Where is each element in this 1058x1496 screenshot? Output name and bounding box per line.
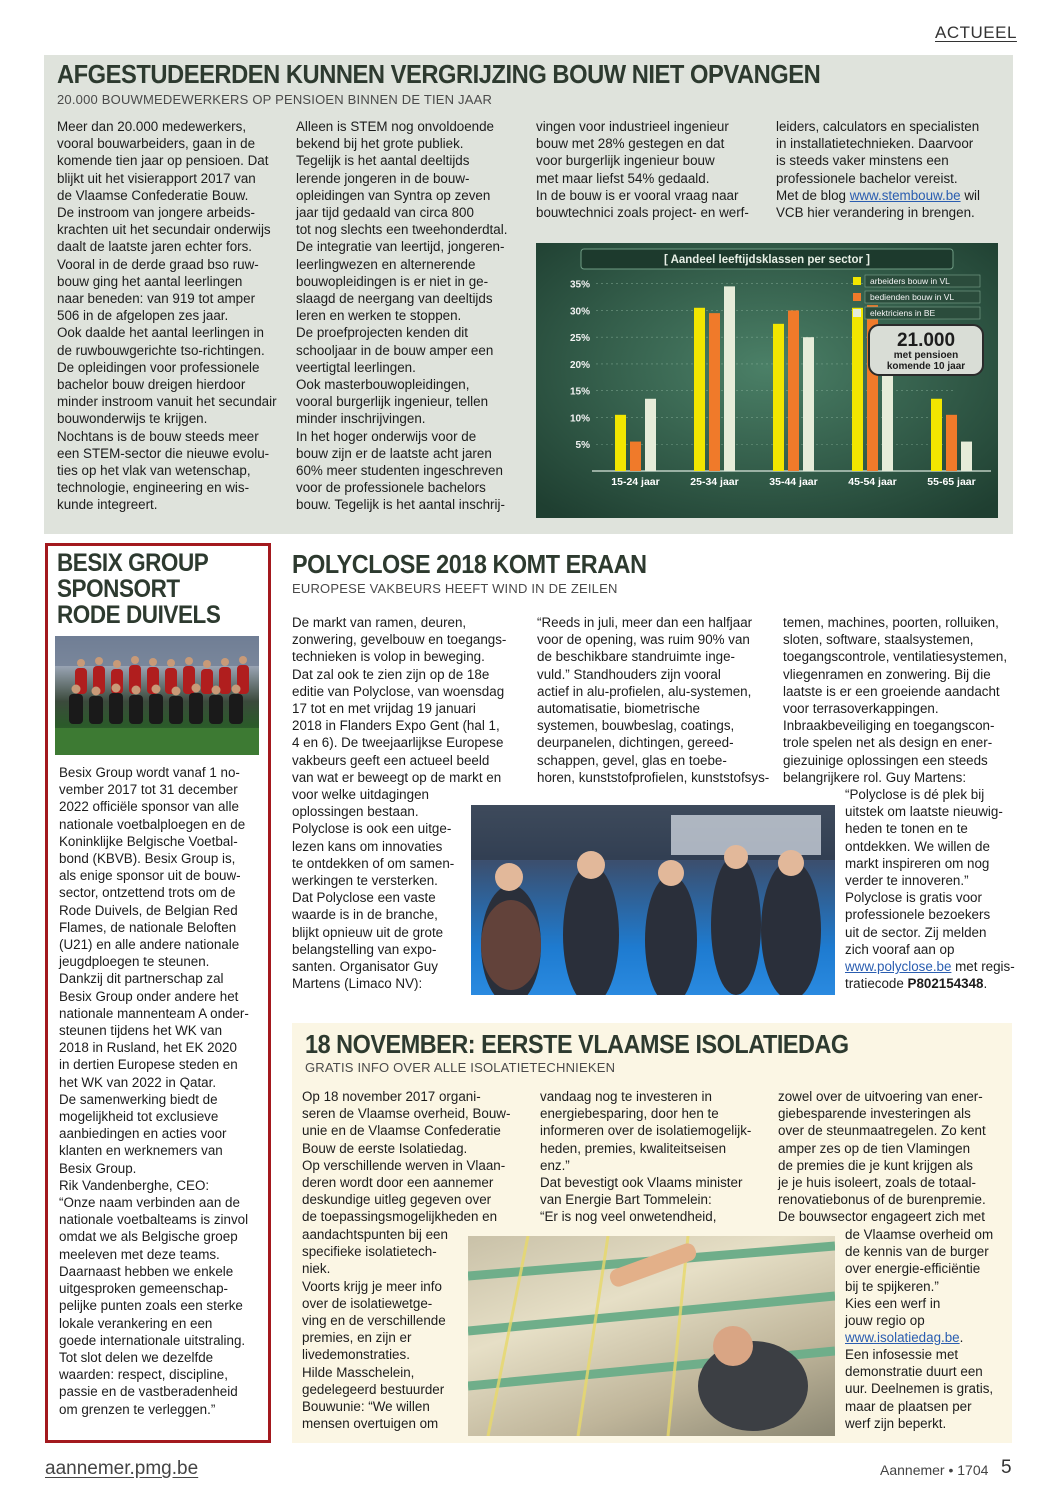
article1-col4-text-end: wil VCB hier verandering in brengen. [776, 187, 980, 221]
polyclose-col3-code-line [845, 975, 1020, 992]
chart-ytick-label: 35% [569, 279, 590, 291]
chart-bar [931, 399, 942, 471]
isolatie-col3-link-line [845, 1329, 1015, 1346]
chart-bar [852, 308, 863, 471]
chart-xtick-label: 25-34 jaar [690, 476, 739, 488]
isolatie-link-after: . [959, 1330, 964, 1345]
chart-ytick-label: 30% [569, 306, 590, 318]
polyclose-col2: “Reeds in juli, meer dan een halfjaar voor de opening, was ruim 90% van de beschikbare standruimte inge- vuld.” Standhouders zijn vooral actief in alu-profielen, alu-systemen, automatisatie, biometrische systemen, bouwbeslag, coatings, deurpanelen, dichtingen, gereed- schappen, gevel, glas en toebe- horen, kunststofprofielen, kunststofsys- [537, 615, 770, 785]
trade-fair-illustration [471, 805, 835, 995]
legend-swatch [853, 293, 861, 301]
age-chart-svg [536, 243, 998, 518]
pension-callout-text [887, 350, 965, 372]
chart-xtick-label: 15-24 jaar [611, 476, 660, 488]
isolatie-col3b: de Vlaamse overheid om de kennis van de burger over energie-efficiëntie bij te spijkeren.” Kies een werf in jouw regio op [845, 1227, 994, 1329]
article1-col2: Alleen is STEM nog onvoldoende bekend bij het grote publiek. Tegelijk is het aantal deeltijds lerende jongeren in de bouw- opleidingen van Syntra op zeven jaar tijd gedaald van circa 800 tot nog slechts een tweehonderdtal. De integratie van leertijd, jongeren- leerlingwezen en alternerende bouwopleidingen is er niet in ge- slaagd de neergang van deeltijds leren en werken te stoppen. De proefprojecten kenden dit schooljaar in de bouw amper een veertigtal leerlingen. Ook masterbouwopleidingen, vooral burgerlijk ingenieur, tellen minder inschrijvingen. In het hoger onderwijs voor de bouw zijn er de laatste acht jaren 60% meer studenten ingeschreven voor de professionele bachelors bouw. Tegelijk is het aantal inschrij- [296, 119, 508, 513]
polyclose-code-label: tratiecode [845, 976, 908, 991]
polyclose-code-dot: . [983, 976, 988, 991]
polyclose-link-after: met regis- [951, 959, 1015, 974]
polyclose-col1b: voor welke uitdagingen oplossingen bestaan. Polyclose is ook een uitge- lezen kans om innovaties te ontdekken of om samen- werkingen te versterken. Dat Polyclose een vaste waarde is in de branche, blijkt opnieuw uit de grote belangstelling van expo- santen. Organisator Guy Martens (Limaco NV): [292, 787, 455, 992]
pension-callout-value: 21.000 [896, 330, 956, 351]
article1-col4 [776, 118, 1006, 221]
polyclose-code: P802154348 [907, 976, 984, 991]
legend-label: arbeiders bouw in VL [870, 276, 950, 286]
pension-callout [869, 325, 983, 375]
insulation-work-illustration [468, 1236, 835, 1436]
article1-col4-text: leiders, calculators en specialisten in installatietechnieken. Daarvoor is steeds vaker minstens een professionele bachelor vereist. Met de blog [776, 119, 980, 203]
polyclose-col3b: “Polyclose is dé plek bij uitstek om laatste nieuwig- heden te tonen en te ontdekken. We willen de markt inspireren om nog verder te innoveren.” Polyclose is gratis voor professionele bezoekers uit de sector. Zij melden zich vooraf aan op [845, 787, 1003, 957]
besix-title: BESIX GROUP SPONSORT RODE DUIVELS [57, 549, 221, 629]
chart-bar [724, 286, 735, 471]
chart-ytick-label: 5% [575, 440, 590, 452]
footer-page-number: 5 [1001, 1457, 1012, 1478]
polyclose-subtitle: EUROPESE VAKBEURS HEEFT WIND IN DE ZEILEN [292, 581, 618, 596]
chart-ytick-label: 10% [569, 413, 590, 425]
polyclose-col1a: De markt van ramen, deuren, zonwering, gevelbouw en toegangs- technieken is volop in beweging. Dat zal ook te zien zijn op de 18e editie van Polyclose, van woensdag 17 tot en met vrijdag 19 januari 2018 in Flanders Expo Gent (hal 1, 4 en 6). De tweejaarlijkse Europese vakbeurs geeft een actueel beeld van wat er beweegt op de markt en [292, 615, 507, 785]
chart-ytick-label: 25% [569, 333, 590, 345]
chart-bar [694, 308, 705, 471]
chart-title: [ Aandeel leeftijdsklassen per sector ] [663, 254, 871, 266]
article1-title: AFGESTUDEERDEN KUNNEN VERGRIJZING BOUW NIET OPVANGEN [57, 61, 821, 89]
isolatie-col3-tail: Een infosessie met demonstratie duurt een uur. Deelnemen is gratis, maar de plaatsen per werf zijn beperkt. [845, 1347, 994, 1431]
polyclose-col3a: temen, machines, poorten, rolluiken, sloten, software, staalsystemen, toegangscontrole, ventilatiesystemen, vliegenramen en zonwering. Bij die laatste is er een groeiende aandacht voor terrasoverkappingen. Inbraakbeveiliging en toegangscon- trole spelen net als design en ener- giezuinige oplossingen een steeds belangrijkere rol. Guy Martens: [783, 615, 1008, 785]
footer-url[interactable]: aannemer.pmg.be [45, 1458, 199, 1479]
polyclose-link[interactable]: www.polyclose.be [845, 959, 952, 974]
article1-col1: Meer dan 20.000 medewerkers, vooral bouwarbeiders, gaan in de komende tien jaar op pensioen. Dat blijkt uit het visierapport 2017 van de Vlaamse Confederatie Bouw. De instroom van jongere arbeids- krachten uit het secundair onderwijs daalt de laatste jaren echter fors. Vooral in de derde graad bso ruw- bouw ging het aantal leerlingen naar beneden: van 919 tot amper 506 in de afgelopen zes jaar. Ook daalde het aantal leerlingen in de ruwbouwgerichte tso-richtingen. De opleidingen voor professionele bachelor bouw dreigen hierdoor minder instroom vanuit het secundair bouwonderwijs te krijgen. Nochtans is de bouw steeds meer een STEM-sector die nieuwe evolu- ties op het vlak van wetenschap, technologie, engineering en wis- kunde integreert. [57, 119, 277, 513]
isolatie-col1b: aandachtspunten bij een specifieke isolatietech- niek. Voorts krijg je meer info over de isolatiewetge- ving en de verschillende premies, en zijn er livedemonstraties. Hilde Masschelein, gedelegeerd bestuurder Bouwunie: “We willen mensen overtuigen om [302, 1227, 448, 1432]
chart-xtick-label: 35-44 jaar [769, 476, 818, 488]
isolatiedag-link[interactable]: www.isolatiedag.be [845, 1330, 960, 1345]
article1-col3: vingen voor industrieel ingenieur bouw met 28% gestegen en dat voor burgerlijk ingenieur bouw met maar liefst 54% gedaald. In de bouw is er vooral vraag naar bouwtechnici zoals project- en werf- [536, 119, 749, 221]
pension-callout-line: komende 10 jaar [886, 361, 966, 372]
legend-swatch [853, 277, 861, 285]
chart-bar [630, 442, 641, 471]
footer-issue: Aannemer • 1704 [880, 1462, 989, 1478]
chart-bar [615, 415, 626, 471]
chart-bar [961, 442, 972, 471]
isolatie-col1a: Op 18 november 2017 organi- seren de Vlaamse overheid, Bouw- unie en de Vlaamse Confederatie Bouw de eerste Isolatiedag. Op verschillende werven in Vlaan- deren wordt door een aannemer deskundige uitleg gegeven over de toepassingsmogelijkheden en [302, 1089, 511, 1225]
besix-body: Besix Group wordt vanaf 1 no- vember 2017 tot 31 december 2022 officiële sponsor van alle nationale voetbalploegen en de Koninklijke Belgische Voetbal- bond (KBVB). Besix Group is, als enige sponsor uit de bouw- sector, ontzettend trots om de Rode Duivels, de Belgian Red Flames, de nationale Beloften (U21) en alle andere nationale jeugdploegen te steunen. Dankzij dit partnerschap zal Besix Group onder andere het nationale mannenteam A onder- steunen tijdens het WK van 2018 in Rusland, het EK 2020 in dertien Europese steden en het WK van 2022 in Qatar. De samenwerking biedt de mogelijkheid tot exclusieve aanbiedingen en acties voor klanten en werknemers van Besix Group. Rik Vandenberghe, CEO: “Onze naam verbinden aan de nationale voetbalteams is zinvol omdat we als Belgische groep meeleven met deze teams. Daarnaast hebben we enkele uitgesproken gemeenschap- pelijke punten zoals een sterke lokale verankering en een goede internationale uitstraling. Tot slot delen we dezelfde waarden: respect, discipline, passie en de vastberadenheid om grenzen te verleggen.” [59, 765, 249, 1417]
football-team-illustration [55, 636, 259, 755]
legend-label: elektriciens in BE [870, 308, 936, 318]
chart-bar [946, 415, 957, 471]
stembouw-link[interactable]: www.stembouw.be [849, 187, 961, 203]
isolatie-col2: vandaag nog te investeren in energiebesparing, door hen te informeren over de isolatiemogelijk- heden, premies, kwaliteitseisen enz.” Dat bevestigt ook Vlaams minister van Energie Bart Tommelein: “Er is nog veel onwetendheid, [540, 1089, 752, 1225]
article1-subtitle: 20.000 BOUWMEDEWERKERS OP PENSIOEN BINNEN DE TIEN JAAR [57, 92, 493, 107]
chart-bar [773, 324, 784, 471]
legend-swatch [853, 309, 861, 317]
chart-bar [788, 310, 799, 471]
chart-xtick-label: 45-54 jaar [848, 476, 897, 488]
polyclose-title: POLYCLOSE 2018 KOMT ERAAN [292, 549, 647, 579]
chart-ytick-label: 20% [569, 359, 590, 371]
insulation-work-photo [468, 1236, 835, 1436]
chart-bar [709, 313, 720, 471]
chart-bar [803, 337, 814, 471]
age-chart [536, 243, 998, 518]
isolatie-col3a: zowel over de uitvoering van ener- giebesparende investeringen als over de steunmaatregelen. Zo kent amper zes op de tien Vlamingen de premies die je kunt krijgen als je je huis isoleert, zoals de totaal- renovatiebonus of de burenpremie. De bouwsector engageert zich met [778, 1089, 986, 1225]
section-label: ACTUEEL [935, 23, 1017, 42]
trade-fair-photo [471, 805, 835, 995]
pension-callout-line: met pensioen [893, 350, 959, 361]
chart-ytick-label: 15% [569, 386, 590, 398]
polyclose-col3-end [845, 958, 1020, 975]
chart-xtick-label: 55-65 jaar [927, 476, 976, 488]
chart-bar [645, 399, 656, 471]
isolatie-title: 18 NOVEMBER: EERSTE VLAAMSE ISOLATIEDAG [305, 1029, 849, 1059]
isolatie-subtitle: GRATIS INFO OVER ALLE ISOLATIETECHNIEKEN [305, 1060, 616, 1075]
football-team-photo [55, 636, 259, 755]
legend-label: bedienden bouw in VL [870, 292, 955, 302]
